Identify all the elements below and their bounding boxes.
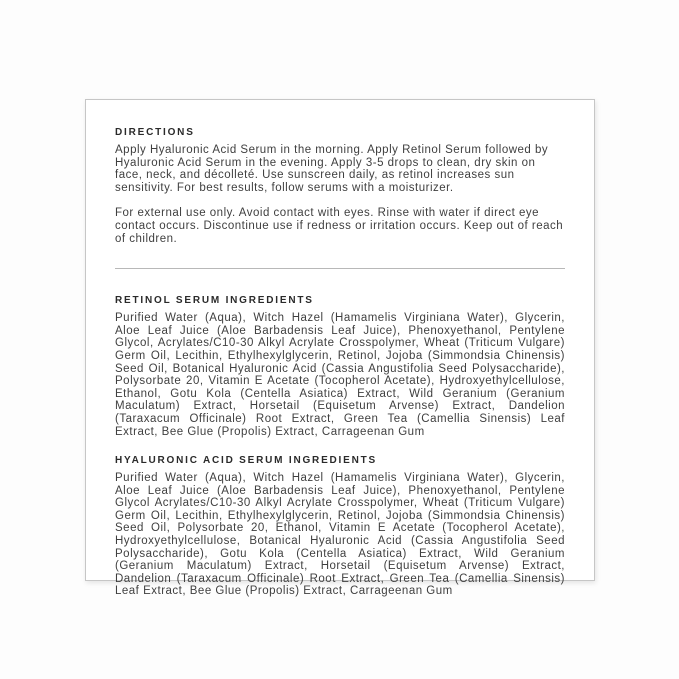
directions-usage-paragraph: Apply Hyaluronic Acid Serum in the morning. Apply Retinol Serum followed by Hyaluronic Acid Serum in the evening. Apply 3-5 drops to clean, dry skin on face, neck, and décolleté. Use sunscreen daily, as retinol increases sun sensitivity. For best results, follow serums with a moisturizer. <box>115 144 549 194</box>
hyaluronic-ingredients-section <box>115 455 565 598</box>
hyaluronic-ingredients-paragraph: Purified Water (Aqua), Witch Hazel (Hamamelis Virginiana Water), Glycerin, Aloe Leaf Juice (Aloe Barbadensis Leaf Juice), Phenoxyethanol, Pentylene Glycol Acrylates/C10-30 Alkyl Acrylate Crosspolymer, Wheat (Triticum Vulgare) Germ Oil, Lecithin, Ethylhexylglycerin, Retinol, Jojoba (Simmondsia Chinensis) Seed Oil, Polysorbate 20, Ethanol, Vitamin E Acetate (Tocopherol Acetate), Hydroxyethylcellulose, Botanical Hyaluronic Acid (Cassia Angustifolia Seed Polysaccharide), Gotu Kola (Centella Asiatica) Extract, Wild Geranium (Geranium Maculatum) Extract, Horsetail (Equisetum Arvense) Extract, Dandelion (Taraxacum Officinale) Root Extract, Green Tea (Camellia Sinensis) Leaf Extract, Bee Glue (Propolis) Extract, Carrageenan Gum <box>115 472 565 598</box>
directions-section <box>115 127 565 245</box>
directions-heading: DIRECTIONS <box>115 127 195 138</box>
retinol-ingredients-paragraph: Purified Water (Aqua), Witch Hazel (Hamamelis Virginiana Water), Glycerin, Aloe Leaf Juice (Aloe Barbadensis Leaf Juice), Phenoxyethanol, Pentylene Glycol, Acrylates/C10-30 Alkyl Acrylate Crosspolymer, Wheat (Triticum Vulgare) Germ Oil, Lecithin, Ethylhexylglycerin, Retinol, Jojoba (Simmondsia Chinensis) Seed Oil, Botanical Hyaluronic Acid (Cassia Angustifolia Seed Polysaccharide), Polysorbate 20, Vitamin E Acetate (Tocopherol Acetate), Hydroxyethylcellulose, Ethanol, Gotu Kola (Centella Asiatica) Extract, Wild Geranium (Geranium Maculatum) Extract, Horsetail (Equisetum Arvense) Extract, Dandelion (Taraxacum Officinale) Root Extract, Green Tea (Camellia Sinensis) Leaf Extract, Bee Glue (Propolis) Extract, Carrageenan Gum <box>115 312 565 438</box>
retinol-ingredients-heading: RETINOL SERUM INGREDIENTS <box>115 295 314 307</box>
product-label-card <box>85 99 595 598</box>
retinol-ingredients-section <box>115 295 565 438</box>
directions-warning-paragraph: For external use only. Avoid contact with eyes. Rinse with water if direct eye contact occurs. Discontinue use if redness or irritation occurs. Keep out of reach of children. <box>115 207 564 245</box>
hyaluronic-ingredients-heading: HYALURONIC ACID SERUM INGREDIENTS <box>115 455 378 467</box>
section-divider <box>115 268 565 269</box>
